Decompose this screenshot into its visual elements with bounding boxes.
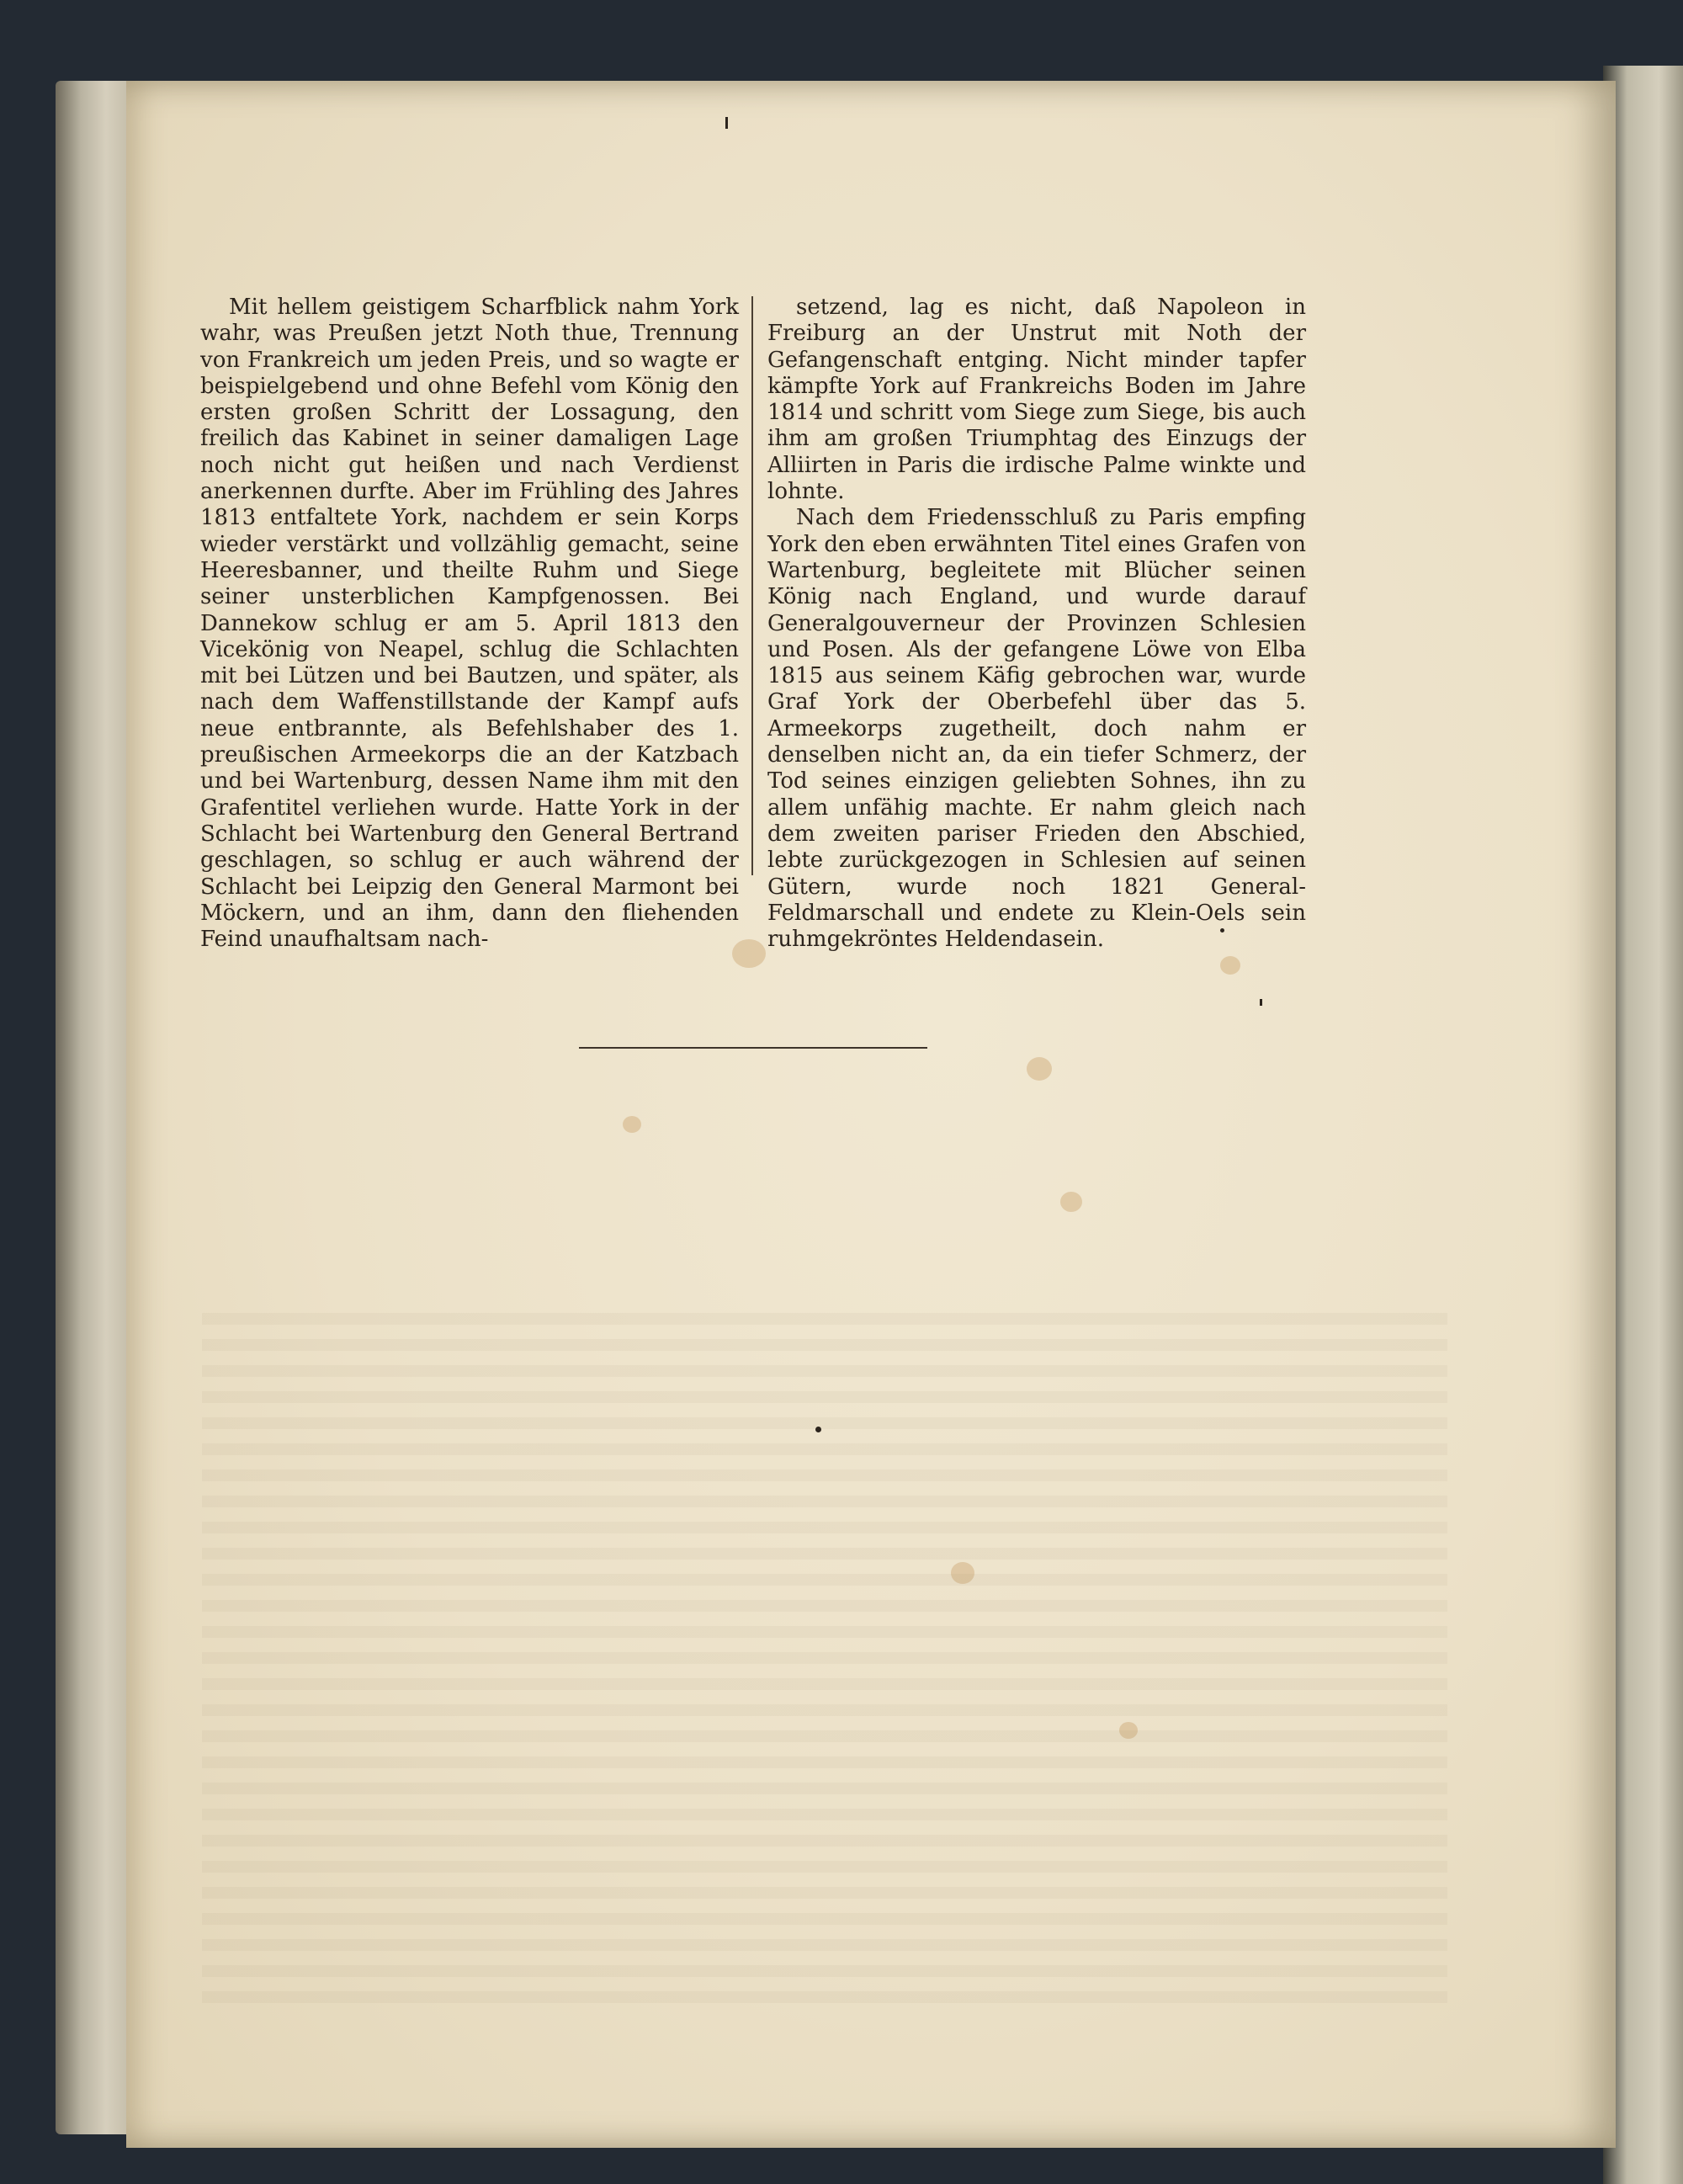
text-column-left xyxy=(200,295,739,953)
paragraph: Nach dem Friedensschluß zu Paris empfing York den eben erwähnten Titel eines Grafen von Wartenburg, begleitete mit Blücher seinen König nach England, und wurde darauf Generalgouverneur der Provinzen Schlesien und Posen. Als der gefangene Löwe von Elba 1815 aus seinem Käfig gebrochen war, wurde Graf York der Oberbefehl über das 5. Armeekorps zugetheilt, doch nahm er denselben nicht an, da ein tiefer Schmerz, der Tod seines einzigen geliebten Sohnes, ihn zu allem unfähig machte. Er nahm gleich nach dem zweiten pariser Frieden den Abschied, lebte zurückgezogen in Schlesien auf seinen Gütern, wurde noch 1821 General-Feldmarschall und endete zu Klein-Oels sein ruhmgekröntes Heldendasein. xyxy=(767,505,1306,953)
foxing-spot xyxy=(1220,956,1240,975)
show-through-text xyxy=(202,1313,1447,2003)
ink-speck xyxy=(1220,928,1224,933)
show-through-heading xyxy=(185,1187,1447,1246)
ink-speck xyxy=(815,1427,821,1432)
foxing-spot xyxy=(623,1116,641,1133)
paragraph: Mit hellem geistigem Scharfblick nahm York wahr, was Preußen jetzt Noth thue, Trennung von Frankreich um jeden Preis, und so wagte er beispielgebend und ohne Befehl vom König den ersten großen Schritt der Lossagung, den freilich das Kabinet in seiner damaligen Lage noch nicht gut heißen und nach Verdienst anerkennen durfte. Aber im Frühling des Jahres 1813 entfaltete York, nachdem er sein Korps wieder verstärkt und vollzählig gemacht, seine Heeresbanner, und theilte Ruhm und Siege seiner unsterblichen Kampfgenossen. Bei Dannekow schlug er am 5. April 1813 den Vicekönig von Neapel, schlug die Schlachten mit bei Lützen und bei Bautzen, und später, als nach dem Waffenstillstande der Kampf aufs neue entbrannte, als Befehlshaber des 1. preußischen Armeekorps die an der Katzbach und bei Wartenburg, dessen Name ihm mit den Grafentitel verliehen wurde. Hatte York in der Schlacht bei Wartenburg den General Bertrand geschlagen, so schlug er auch während der Schlacht bei Leipzig den General Marmont bei Möckern, und an ihm, dann den fliehenden Feind unaufhaltsam nach- xyxy=(200,295,739,953)
foxing-spot xyxy=(1027,1057,1052,1081)
ink-speck xyxy=(725,117,728,129)
section-end-rule xyxy=(579,1047,927,1049)
ink-speck xyxy=(1260,999,1262,1006)
column-divider xyxy=(751,296,753,875)
text-column-right xyxy=(767,295,1306,953)
paragraph: setzend, lag es nicht, daß Napoleon in Freiburg an der Unstrut mit Noth der Gefangenschaft entging. Nicht minder tapfer kämpfte York auf Frankreichs Boden im Jahre 1814 und schritt vom Siege zum Siege, bis auch ihm am großen Triumphtag des Einzugs der Alliirten in Paris die irdische Palme winkte und lohnte. xyxy=(767,295,1306,505)
